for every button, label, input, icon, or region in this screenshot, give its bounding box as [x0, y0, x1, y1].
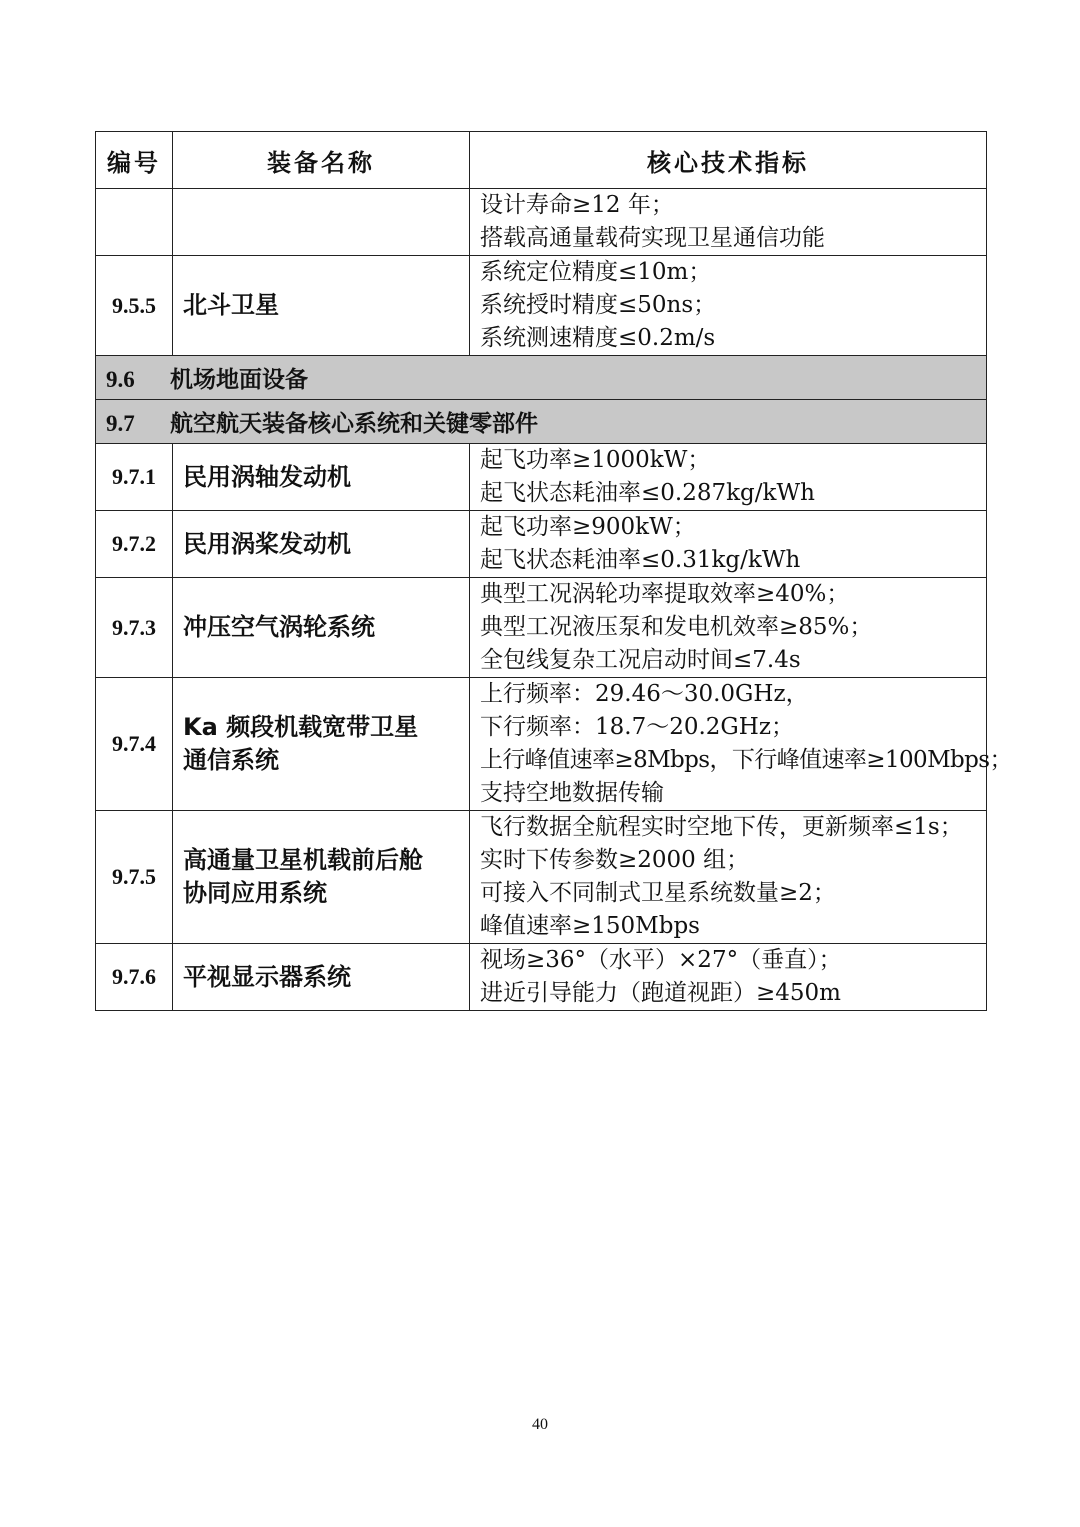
spec-line: 设计寿命≥12 年；	[480, 192, 674, 218]
name-line: 民用涡桨发动机	[183, 529, 351, 558]
spec-line: 起飞功率≥900kW；	[480, 514, 696, 540]
row-id: 9.7.3	[96, 578, 173, 678]
row-id: 9.7.2	[96, 511, 173, 578]
spec-line: 飞行数据全航程实时空地下传，更新频率≤1s；	[480, 814, 963, 840]
table-row	[96, 444, 987, 511]
table-row	[96, 811, 987, 944]
header-spec: 核心技术指标	[470, 132, 987, 189]
header-name: 装备名称	[173, 132, 470, 189]
table-row	[96, 511, 987, 578]
row-id	[96, 189, 173, 256]
name-line: Ka 频段机载宽带卫星	[183, 713, 419, 741]
spec-line: 起飞状态耗油率≤0.31kg/kWh	[480, 547, 801, 573]
spec-line: 全包线复杂工况启动时间≤7.4s	[480, 647, 801, 673]
row-name	[173, 256, 470, 356]
spec-line: 系统授时精度≤50ns；	[480, 292, 717, 318]
row-specs	[470, 511, 987, 578]
row-specs	[470, 678, 1012, 811]
spec-line: 进近引导能力（跑道视距）≥450m	[480, 980, 841, 1006]
section-title: 航空航天装备核心系统和关键零部件	[170, 411, 539, 437]
spec-line: 下行频率：18.7～20.2GHz；	[480, 714, 794, 740]
spec-line: 可接入不同制式卫星系统数量≥2；	[480, 880, 836, 906]
equipment-spec-table	[95, 131, 1012, 1011]
name-line: 冲压空气涡轮系统	[183, 613, 375, 641]
row-id: 9.7.1	[96, 444, 173, 511]
spec-line: 典型工况涡轮功率提取效率≥40%；	[480, 581, 850, 607]
row-id: 9.7.6	[96, 944, 173, 1011]
row-specs	[470, 944, 987, 1011]
spec-line: 起飞状态耗油率≤0.287kg/kWh	[480, 480, 815, 506]
row-name	[173, 811, 470, 944]
row-specs	[470, 256, 987, 356]
table-row	[96, 944, 987, 1011]
section-row	[96, 356, 987, 400]
page-number: 40	[532, 1416, 548, 1433]
row-id: 9.5.5	[96, 256, 173, 356]
name-line: 民用涡轴发动机	[183, 462, 351, 491]
spec-line: 系统定位精度≤10m；	[480, 259, 712, 285]
section-row	[96, 400, 987, 444]
name-line: 平视显示器系统	[183, 962, 351, 991]
spec-line: 实时下传参数≥2000 组；	[480, 847, 750, 873]
row-name	[173, 511, 470, 578]
name-line: 通信系统	[183, 746, 279, 774]
spec-line: 峰值速率≥150Mbps	[480, 913, 700, 939]
table-header-row	[96, 132, 987, 189]
row-name	[173, 944, 470, 1011]
spec-line: 上行峰值速率≥8Mbps，下行峰值速率≥100Mbps；	[480, 747, 1012, 773]
spec-line: 系统测速精度≤0.2m/s	[480, 325, 716, 351]
table-row	[96, 678, 987, 811]
spec-line: 起飞功率≥1000kW；	[480, 447, 711, 473]
row-name	[173, 678, 470, 811]
row-specs	[470, 189, 987, 256]
spec-line: 支持空地数据传输	[480, 780, 664, 806]
row-name	[173, 444, 470, 511]
section-number: 9.6	[106, 367, 135, 392]
section-title: 机场地面设备	[170, 367, 309, 393]
name-line: 高通量卫星机载前后舱	[183, 846, 423, 874]
section-number: 9.7	[106, 411, 135, 436]
section-heading	[96, 356, 987, 400]
header-id: 编号	[96, 132, 173, 189]
row-id: 9.7.4	[96, 678, 173, 811]
spec-line: 典型工况液压泵和发电机效率≥85%；	[480, 614, 873, 640]
name-line: 协同应用系统	[183, 879, 327, 907]
row-name	[173, 578, 470, 678]
table-row	[96, 578, 987, 678]
row-id: 9.7.5	[96, 811, 173, 944]
row-specs	[470, 578, 987, 678]
name-line: 北斗卫星	[183, 291, 279, 319]
spec-line: 上行频率：29.46～30.0GHz，	[480, 681, 809, 707]
table-row	[96, 189, 987, 256]
row-specs	[470, 444, 987, 511]
row-specs	[470, 811, 987, 944]
table-row	[96, 256, 987, 356]
spec-line: 搭载高通量载荷实现卫星通信功能	[480, 225, 825, 251]
row-name	[173, 189, 470, 256]
spec-line: 视场≥36°（水平）×27°（垂直）；	[480, 947, 842, 973]
section-heading	[96, 400, 987, 444]
